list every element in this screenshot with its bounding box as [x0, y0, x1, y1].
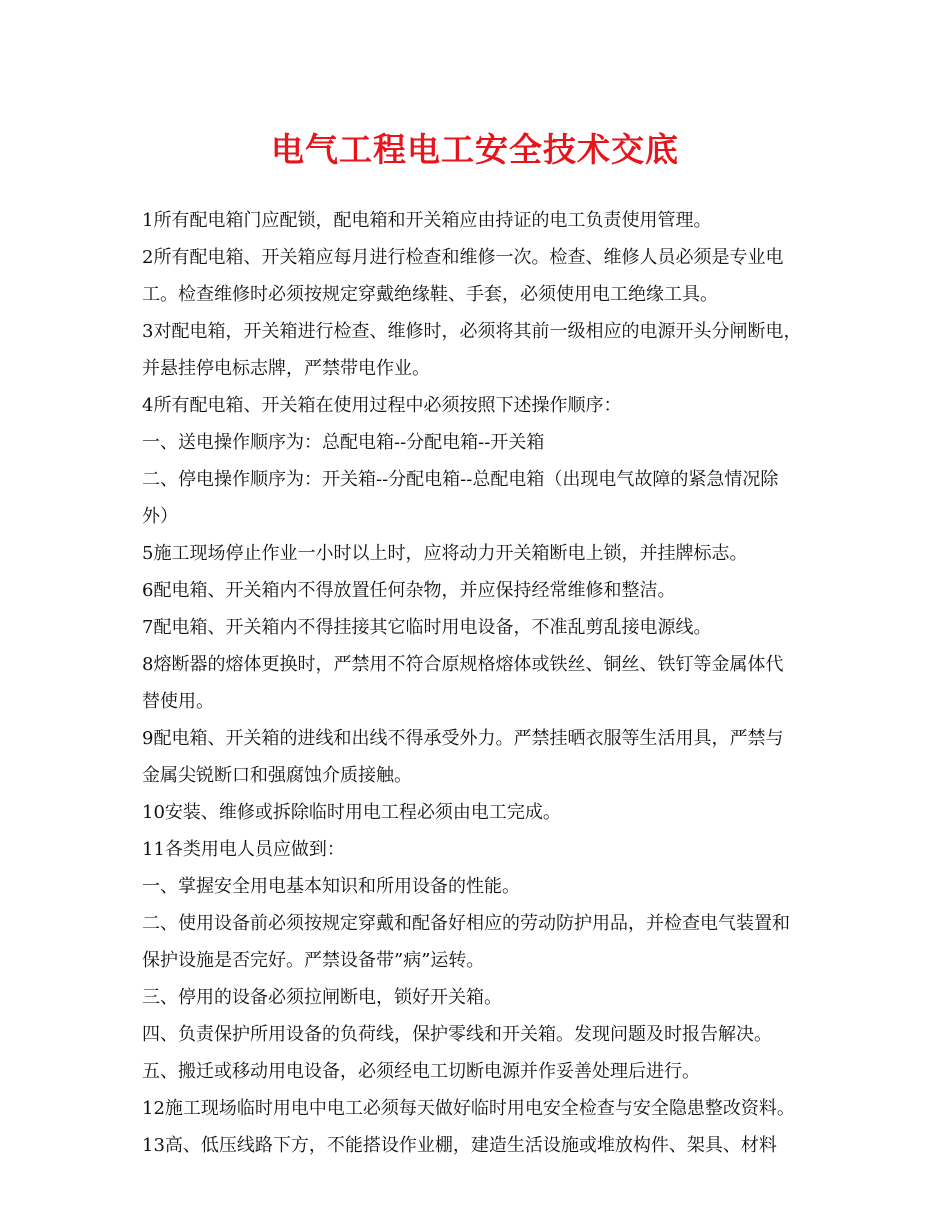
text-line: 5施工现场停止作业一小时以上时，应将动力开关箱断电上锁，并挂牌标志。 [142, 543, 748, 564]
text-line: 一、掌握安全用电基本知识和所用设备的性能。 [142, 876, 520, 897]
document-title: 电气工程电工安全技术交底 [271, 130, 679, 169]
text-line: 2所有配电箱、开关箱应每月进行检查和维修一次。检查、维修人员必须是专业电 [142, 247, 784, 268]
text-line: 9配电箱、开关箱的进线和出线不得承受外力。严禁挂晒衣服等生活用具，严禁与 [142, 728, 784, 749]
text-line: 二、使用设备前必须按规定穿戴和配备好相应的劳动防护用品，并检查电气装置和 [142, 913, 790, 934]
text-line: 12施工现场临时用电中电工必须每天做好临时用电安全检查与安全隐患整改资料。 [142, 1098, 795, 1119]
text-line: 三、停用的设备必须拉闸断电，锁好开关箱。 [142, 987, 502, 1008]
text-line: 二、停电操作顺序为：开关箱--分配电箱--总配电箱（出现电气故障的紧急情况除 [142, 469, 779, 490]
text-line: 11各类用电人员应做到： [142, 839, 345, 860]
text-line: 五、搬迁或移动用电设备，必须经电工切断电源并作妥善处理后进行。 [142, 1061, 700, 1082]
text-line: 1所有配电箱门应配锁，配电箱和开关箱应由持证的电工负责使用管理。 [142, 210, 712, 231]
text-line: 10安装、维修或拆除临时用电工程必须由电工完成。 [142, 802, 561, 823]
document-body [142, 202, 814, 1164]
text-line: 13高、低压线路下方，不能搭设作业棚，建造生活设施或堆放构件、架具、材料 [142, 1135, 777, 1156]
text-line: 工。检查维修时必须按规定穿戴绝缘鞋、手套，必须使用电工绝缘工具。 [142, 284, 718, 305]
text-line: 4所有配电箱、开关箱在使用过程中必须按照下述操作顺序： [142, 395, 622, 416]
text-line: 6配电箱、开关箱内不得放置任何杂物，并应保持经常维修和整洁。 [142, 580, 676, 601]
text-line: 并悬挂停电标志牌，严禁带电作业。 [142, 358, 430, 379]
text-line: 金属尖锐断口和强腐蚀介质接触。 [142, 765, 412, 786]
text-line: 四、负责保护所用设备的负荷线，保护零线和开关箱。发现问题及时报告解决。 [142, 1024, 772, 1045]
text-line: 替使用。 [142, 691, 214, 712]
text-line: 外） [142, 506, 178, 527]
text-line: 3对配电箱，开关箱进行检查、维修时，必须将其前一级相应的电源开头分闸断电， [142, 321, 802, 342]
text-line: 保护设施是否完好。严禁设备带”病”运转。 [142, 950, 485, 971]
text-line: 8熔断器的熔体更换时，严禁用不符合原规格熔体或铁丝、铜丝、铁钉等金属体代 [142, 654, 784, 675]
text-line: 一、送电操作顺序为：总配电箱--分配电箱--开关箱 [142, 432, 545, 453]
text-line: 7配电箱、开关箱内不得挂接其它临时用电设备，不准乱剪乱接电源线。 [142, 617, 712, 638]
